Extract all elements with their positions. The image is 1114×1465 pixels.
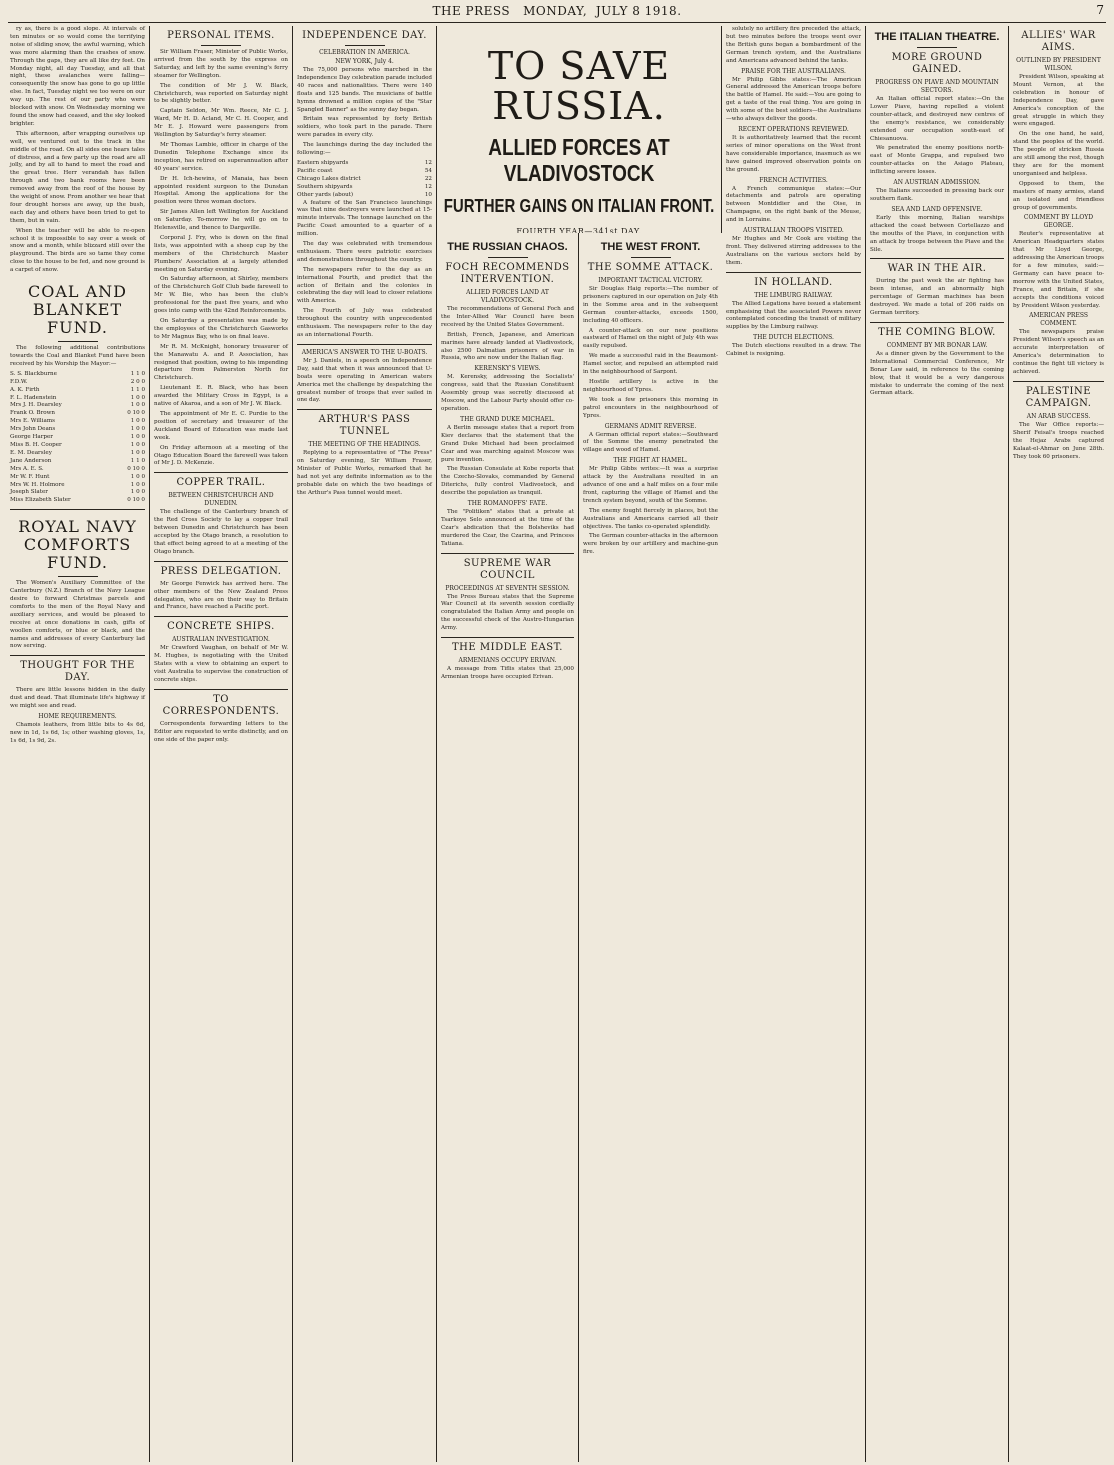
article-text: On Saturday a presentation was made by the employees of the Christchurch Gasworks to Mr Magnus Bay, who is on final leave.: [154, 318, 288, 340]
article-text: The Allied Legations have issued a statement emphasising that the associated Powers never contemplated conceding the transit of military supplies by the Limburg railway.: [726, 300, 861, 331]
subheading: AMERICAN PRESS COMMENT.: [1029, 312, 1088, 328]
subheading: AN ARAB SUCCESS.: [1026, 412, 1091, 420]
column-2: [149, 26, 292, 1462]
headline-independence-day: INDEPENDENCE DAY.: [302, 30, 427, 41]
article-text: A feature of the San Francisco launchings was that nine destroyers were launched at 15-minute intervals. The tonnage launched on the Pacific Coast amounted to a quarter of a million.: [297, 199, 432, 238]
column-1: [6, 26, 149, 1462]
article-text: There are little lessons hidden in the daily dust and dead. That illuminate life's highway if we might see and read.: [10, 687, 145, 710]
subheading: BETWEEN CHRISTCHURCH AND DUNEDIN.: [168, 492, 274, 508]
list-item: Eastern shipyards 12: [297, 159, 432, 166]
article-text: President Wilson, speaking at Mount Vernon, at the celebration in honour of Independence Day, gave America's conception of the great struggle in which they were engaged.: [1013, 74, 1104, 128]
headline-russian-chaos: THE RUSSIAN CHAOS.: [447, 241, 568, 253]
divider: [58, 341, 98, 342]
divider: [297, 409, 432, 410]
headline-correspondents: TO CORRESPONDENTS.: [162, 693, 280, 717]
article-text: Correspondents forwarding letters to the Editor are requested to write distinctly, and on one side of the paper only.: [154, 720, 288, 743]
subheading: GERMANS ADMIT REVERSE.: [604, 422, 697, 430]
subheading: IMPORTANT TACTICAL VICTORY.: [598, 277, 703, 284]
page-number: 7: [1096, 3, 1104, 17]
divider: [870, 322, 1004, 323]
column-3: [292, 26, 436, 1462]
divider: [297, 344, 432, 345]
list-item: Miss B. H. Cooper 1 0 0: [10, 441, 145, 448]
subheading: THE LIMBURG RAILWAY.: [754, 291, 833, 299]
paper-name: THE PRESS: [432, 4, 511, 18]
article-text: British, French, Japanese, and American marines have already landed at Vladivostock, also 2500 Dalmatian prisoners of war in Russia, who are now under the Italian flag.: [441, 331, 574, 362]
list-item: S. S. Blackburne 1 1 0: [10, 370, 145, 377]
article-text: The Russian Consulate at Kobe reports that the Czecho-Slovaks, commanded by General Diterichs, fully control Vladivostock, and describe the population as tranquil.: [441, 466, 574, 497]
article-text: This afternoon, after wrapping ourselves up well, we ventured out to the track in the middle of the road. On all sides one hears tales of distress, and a few party up the road are all jolly, and by all to hand to meet the road and the great tree. Herr verandah has fallen through and two bank rooms have been removed away from the roof of the house by the weight of snow. From another we hear that four drought horses are away, up the bush, each day and others have been tried to get to them, but in vain.: [10, 130, 145, 224]
divider: [154, 616, 288, 617]
article-text: Sir James Allen left Wellington for Auckland on Saturday. To-morrow he will go on to Helensville, and thence to Dargaville.: [154, 209, 288, 232]
column-4: [436, 26, 578, 1462]
article-text: Opposed to them, the masters of many armies, stand an isolated and friendless group of governments.: [1013, 180, 1104, 211]
headline-arthurs-pass: ARTHUR'S PASS TUNNEL: [318, 414, 411, 438]
article-text: solutely no artillery fire preceded the attack, but two minutes before the troops went over the British guns began a bombardment of the German trench system, and the Australians and Americans advanced behind the tanks.: [726, 26, 861, 64]
article-text: The launchings during the day included the following:—: [297, 142, 432, 157]
subheading: COMMENT BY LLOYD GEORGE.: [1023, 214, 1094, 230]
headline-west-front: THE WEST FRONT.: [600, 241, 701, 253]
issue-date: JULY 8 1918.: [595, 4, 682, 18]
article-text: The challenge of the Canterbury branch of the Red Cross Society to lay a copper trail between Dunedin and Christchurch has been accepted by the Otago branch, a resolution to that effect being agreed to at a meeting of the Otago branch.: [154, 509, 288, 555]
subheading: FRENCH ACTIVITIES.: [759, 176, 828, 184]
divider: [726, 272, 861, 273]
column-7: [865, 26, 1008, 1462]
article-text: Mr Philip Gibbs states:—The American General addressed the American troops before the battle of Hamel. He said:—You are going to get a taste of the real thing. You are going in with some of the best soldiers—the Australians—who always deliver the goods.: [726, 76, 861, 123]
column-6: [722, 26, 865, 1462]
subheading: PROGRESS ON PIAVE AND MOUNTAIN SECTORS.: [875, 79, 999, 94]
list-item: Mrs John Deans 1 0 0: [10, 426, 145, 433]
divider: [154, 561, 288, 562]
article-text: The condition of Mr J. W. Black, Christchurch, was reported on Saturday night to be slightly better.: [154, 82, 288, 105]
article-text: The enemy fought fiercely in places, but the Australians and Americans carried all their objectives. The tanks co-operated splendidly.: [583, 507, 718, 530]
lead-subtitle-3: FOURTH YEAR—341st DAY.: [516, 227, 642, 233]
subheading: THE ROMANOFFS' FATE.: [467, 500, 548, 508]
divider: [870, 258, 1004, 259]
subheading: HOME REQUIREMENTS.: [38, 713, 117, 721]
divider: [441, 637, 574, 638]
article-text: The Italians succeeded in pressing back our southern flank.: [870, 188, 1004, 202]
headline-coal-fund: COAL AND BLANKET FUND.: [27, 282, 127, 338]
headline-palestine: PALESTINE CAMPAIGN.: [1025, 385, 1092, 409]
subheading: SEA AND LAND OFFENSIVE.: [891, 205, 983, 213]
article-text: The War Office reports:—Sherif Feisal's troops reached the Hejaz Arabs captured Kalaat-el-Ahmar on June 28th. They took 60 prisoners.: [1013, 421, 1104, 460]
column-5: [578, 26, 722, 1462]
article-text: Britain was represented by forty British soldiers, who took part in the parade. There were parades in every city.: [297, 116, 432, 139]
list-item: Chicago Lakes district 22: [297, 175, 432, 182]
subheading: AN AUSTRIAN ADMISSION.: [893, 179, 981, 187]
column-8: [1008, 26, 1108, 1462]
divider: [1013, 381, 1104, 382]
list-item: Other yards (about) 10: [297, 191, 432, 198]
article-text: M. Kerensky, addressing the Socialists' congress, said that the Russian Constituent Assembly group was secretly discussed at Moscow, and the Labour Party should offer co-operation.: [441, 374, 574, 412]
subheading: PROCEEDINGS AT SEVENTH SESSION.: [445, 584, 570, 592]
divider: [154, 472, 288, 473]
article-text: The day was celebrated with tremendous enthusiasm. There were patriotic exercises and demonstrations throughout the country.: [297, 241, 432, 263]
article-text: Early this morning, Italian warships attacked the coast between Cortellazzo and the mouths of the Piave, in conjunction with an attack by troops between the Piave and the Sile.: [870, 214, 1004, 253]
divider: [10, 509, 145, 510]
list-item: Joseph Slater 1 0 0: [10, 489, 145, 496]
article-text: It is authoritatively learned that the recent series of minor operations on the West front have considerable importance, inasmuch as we have gained improved observation points on the ground.: [726, 134, 861, 173]
article-text: During the past week the air fighting has been intense, and an abnormally high percentage of German machines has been destroyed. We made a total of 206 raids on German territory.: [870, 278, 1004, 317]
subheading: AUSTRALIAN TROOPS VISITED.: [743, 227, 844, 235]
issue-day: MONDAY,: [523, 4, 588, 18]
divider: [441, 553, 574, 554]
subheading: THE MEETING OF THE HEADINGS.: [308, 441, 421, 449]
lead-subtitle: ALLIED FORCES AT VLADIVOSTOCK: [488, 135, 670, 188]
headline-middle-east: THE MIDDLE EAST.: [452, 642, 563, 654]
divider: [154, 689, 288, 690]
headline-press-delegation: PRESS DELEGATION.: [160, 565, 282, 577]
article-text: A German official report states:—Southward of the Somme the enemy penetrated the village and wood of Hamel.: [583, 431, 718, 454]
article-text: The following additional contributions towards the Coal and Blanket Fund have been received by his Worship the Mayor:—: [10, 345, 145, 367]
list-item: Jane Anderson 1 1 0: [10, 457, 145, 464]
subheading: OUTLINED BY PRESIDENT WILSON.: [1016, 57, 1101, 72]
article-text: We penetrated the enemy positions north-east of Monte Grappa, and repulsed two counter-attacks on the Asiago Plateau, inflicting severe losses.: [870, 145, 1004, 176]
subheading: PRAISE FOR THE AUSTRALIANS.: [741, 67, 846, 75]
article-text: The Fourth of July was celebrated throughout the country with unprecedented enthusiasm. The newspapers refer to the day as an international Fourth.: [297, 308, 432, 338]
article-text: The Press Bureau states that the Supreme War Council at its seventh session cordially congratulated the Italian Army and people on the successful check of the Austro-Hungarian Army.: [441, 593, 574, 632]
article-text: On Friday afternoon at a meeting of the Otago Education Board the farewell was taken of Mr J. D. McKenzie.: [154, 444, 288, 467]
headline-somme: THE SOMME ATTACK.: [587, 262, 714, 273]
article-text: ry as, there is a good slope. At intervals of ten minutes or so would come the terrifying noise of sliding snow, the awful warning, which was more alarming than the crashes of snow. Through the gaps, they are all like dry feet. On Monday night, all day Tuesday, and all that night, these avalanches were falling—consequently the snow has gone to go up little else. In fact, Tuesday night we too were on our way up. The rest of our party who were blocked with snow. On Wednesday morning we found the snow had ceased, and the sky looked brighter.: [10, 26, 145, 127]
headline-war-in-air: WAR IN THE AIR.: [887, 263, 987, 275]
article-text: On Saturday afternoon, at Shirley, members of the Christchurch Golf Club bade farewell to Mr W. Bie, who has been the club's professional for the past five years, and who goes into camp with the 42nd Reinforcements.: [154, 276, 288, 315]
headline-war-aims: ALLIES' WAR AIMS.: [1021, 30, 1096, 53]
headline-copper-trail: COPPER TRAIL.: [176, 477, 266, 489]
article-text: Hostile artillery is active in the neighbourhood of Ypres.: [583, 378, 718, 393]
dateline: NEW YORK, July 4.: [335, 58, 394, 65]
subheading: AUSTRALIAN INVESTIGATION.: [172, 636, 270, 644]
lead-title: TO SAVE RUSSIA.: [487, 44, 671, 128]
article-text: A French communique states:—Our detachments and patrols are operating between Montdidier and the Oise, in Champagne, on the right bank of the Meuse, and in Lorraine.: [726, 185, 861, 224]
list-item: Mrs E. Williams 1 0 0: [10, 418, 145, 425]
divider: [201, 45, 241, 46]
article-text: On the one hand, he said, stand the peoples of the world. The people of stricken Russia are still among the rest, though they are for the moment unorganised and helpless.: [1013, 131, 1104, 177]
headline-ground-gained: MORE GROUND GAINED.: [891, 52, 983, 75]
article-text: As a dinner given by the Government to the International Commercial Conference, Mr Bonar Law said, in reference to the coming blow, that it would be a very dangerous mistake to underrate the coming of the next German attack.: [870, 350, 1004, 397]
list-item: Frank O. Brown 0 10 0: [10, 410, 145, 417]
article-text: Mr Thomas Lambie, officer in charge of the Dunedin Telephone Exchange since its inception, has retired on superannuation after 40 years' service.: [154, 141, 288, 172]
list-item: Mrs J. H. Dearsley 1 0 0: [10, 402, 145, 409]
headline-foch: FOCH RECOMMENDS INTERVENTION.: [445, 262, 570, 285]
divider: [10, 655, 145, 656]
list-item: Pacific coast 54: [297, 167, 432, 174]
headline-personal-items: PERSONAL ITEMS.: [167, 30, 275, 41]
subheading: CELEBRATION IN AMERICA.: [319, 49, 410, 56]
contributions-list: [10, 371, 145, 505]
article-text: Sir Douglas Haig reports:—The number of prisoners captured in our operation on July 4th in the Somme area and in the subsequent German counter-attacks, exceeds 1500, including 40 officers.: [583, 286, 718, 324]
article-text: Chamois leathers, from little bits to 4s 6d, new in 1d, 1s 6d, 1s; other washing gloves, 1s, 1s 6d, 1s 9d, 2s.: [10, 722, 145, 744]
masthead: [8, 0, 1106, 23]
headline-war-council: SUPREME WAR COUNCIL: [463, 557, 552, 581]
list-item: George Harper 1 0 0: [10, 434, 145, 441]
list-item: Mrs A. E. S. 0 10 0: [10, 465, 145, 472]
headline-navy-fund: ROYAL NAVY COMFORTS FUND.: [18, 517, 137, 573]
headline-coming-blow: THE COMING BLOW.: [878, 326, 996, 338]
list-item: E. M. Dearsley 1 0 0: [10, 449, 145, 456]
article-text: We took a few prisoners this morning in patrol encounters in the neighbourhood of Ypres.: [583, 396, 718, 419]
divider: [917, 47, 957, 48]
subheading: ALLIED FORCES LAND AT VLADIVOSTOCK.: [466, 289, 549, 304]
list-item: Mrs W. H. Holmore 1 0 0: [10, 481, 145, 488]
article-text: Sir William Fraser, Minister of Public Works, arrived from the south by the express on Saturday, and left by the same evening's ferry steamer for Wellington.: [154, 49, 288, 79]
article-text: Mr Crawford Vaughan, on behalf of Mr W. M. Hughes, is negotiating with the United States with a view to obtaining an expert to visit Australia to supervise the construction of concrete ships.: [154, 645, 288, 683]
subheading: RECENT OPERATIONS REVIEWED.: [738, 125, 849, 133]
subheading: COMMENT BY MR BONAR LAW.: [886, 341, 988, 349]
headline-concrete-ships: CONCRETE SHIPS.: [167, 621, 275, 633]
article-text: Mr Hughes and Mr Cook are visiting the front. They delivered stirring addresses to the Australians on the various sectors held by them.: [726, 236, 861, 266]
list-item: Southern shipyards 12: [297, 183, 432, 190]
article-text: An Italian official report states:—On the Lower Piave, having repelled a violent counter-attack, and destroyed new centres of the enemy's resistance, we considerably extended our occupation south-east of Chiesanuova.: [870, 96, 1004, 142]
article-text: Mr R. M. McKnight, honorary treasurer of the Manawatu A. and P. Association, has resigned that position, owing to his impending departure from Palmerston North for Christchurch.: [154, 343, 288, 382]
article-text: The "Politiken" states that a private at Tsarkoye Selo announced at the time of the Czar's abdication that the Bolsheviks had murdered the Czar, the Czarina, and Princess Tatiana.: [441, 509, 574, 547]
launch-list: [297, 160, 432, 200]
subheading: THE DUTCH ELECTIONS.: [753, 334, 834, 342]
article-text: The Dutch elections resulted in a draw. The Cabinet is resigning.: [726, 343, 861, 358]
article-text: The recommendations of General Foch and the Inter-Allied War Council have been received by the United States Government.: [441, 306, 574, 328]
article-text: Mr George Fenwick has arrived here. The other members of the New Zealand Press delegation, who are on their way to Britain and France, have reached a Pacific port.: [154, 580, 288, 611]
article-text: We made a successful raid in the Beaumont-Hamel sector, and repulsed an attempted raid in the neighbourhood of Sarpont.: [583, 353, 718, 376]
article-text: Lieutenant E. R. Black, who has been awarded the Military Cross in Egypt, is a native of Akaroa, and a son of Mr J. W. Black.: [154, 385, 288, 408]
article-text: The newspapers refer to the day as an international Fourth, and predict that the action of Britain and the colonies in celebrating the day will lead to closer relations with America.: [297, 266, 432, 305]
article-text: The German counter-attacks in the afternoon were broken by our artillery and machine-gun fire.: [583, 533, 718, 556]
headline-italian-theatre: THE ITALIAN THEATRE.: [874, 31, 1000, 43]
article-text: A message from Tiflis states that 25,000 Armenian troops have occupied Erivan.: [441, 666, 574, 680]
divider: [345, 45, 385, 46]
divider: [631, 257, 671, 258]
article-text: The 75,000 persons who marched in the Independence Day celebration parade included 40 races and nationalities. There were 140 floats and 125 bands. The musicians of battle hymns drowned a million copies of the "Star Spangled Banner" as the sunny day began.: [297, 67, 432, 113]
article-text: Replying to a representative of "The Press" on Saturday evening, Sir William Fraser, Minister of Public Works, remarked that he had not yet any definite information as to the probable date on which the two headings of the Arthur's Pass tunnel would meet.: [297, 450, 432, 496]
article-text: A counter-attack on our new positions eastward of Hamel on the night of July 4th was easily repulsed.: [583, 327, 718, 350]
article-text: The Women's Auxiliary Committee of the Canterbury (N.Z.) Branch of the Navy League desire to forward Christmas parcels and comforts to the men of the Royal Navy and auxiliary services, and would be pleased to receive at once donations in cash, gifts of woollen comforts, or blue or black, and the names and addresses of every Canterbury lad now serving.: [10, 580, 145, 650]
article-text: Reuter's representative at American Headquarters states that Mr Lloyd George, addressing the American troops for a few minutes, said:—Germany can have peace to-morrow with the United States, France, and Britain, if she accepts the conditions voiced by President Wilson yesterday.: [1013, 231, 1104, 309]
list-item: F. L. Hadenstein 1 0 0: [10, 394, 145, 401]
article-text: A Berlin message states that a report from Kiev declares that the statement that the Grand Duke Michael had been proclaimed Czar and was marching against Moscow was pure invention.: [441, 424, 574, 463]
list-item: F.D.W. 2 0 0: [10, 378, 145, 385]
article-text: Corporal J. Fry, who is down on the final lists, was appointed with a sheep cup by the members of the Christchurch Master Plumbers' Association at a largely attended meeting on Saturday evening.: [154, 234, 288, 273]
article-text: Mr J. Daniels, in a speech on Independence Day, said that when it was announced that U-boats were operating in American waters America met the challenge by despatching the greatest number of troops that ever sailed in one day.: [297, 357, 432, 404]
headline-thought: THOUGHT FOR THE DAY.: [20, 660, 135, 684]
article-text: Mr Philip Gibbs writes:—It was a surprise attack by the Australians resulted in an advance of one and a half miles on a four mile front, capturing the village of Hamel and the trench system beyond, south of the Somme.: [583, 466, 718, 504]
article-text: When the teacher will be able to re-open school it is impossible to say over a week of snow and a month, while blizzard still over the playground. The birds are so tame they come close to the house to be fed, and now ground is a carpet of snow.: [10, 227, 145, 274]
divider: [58, 576, 98, 577]
subheading: KERENSKY'S VIEWS.: [474, 365, 541, 373]
article-text: The appointment of Mr E. C. Purdie to the position of secretary and treasurer of the Auckland Board of Education was made last week.: [154, 410, 288, 441]
subheading: THE GRAND DUKE MICHAEL.: [460, 415, 555, 423]
article-text: Dr H. Ich-hewins, of Manaia, has been appointed resident surgeon to the Dunstan Hospital. Among the applications for the position were three woman doctors.: [154, 175, 288, 206]
subheading: THE FIGHT AT HAMEL.: [613, 457, 688, 465]
headline-uboats: AMERICA'S ANSWER TO THE U-BOATS.: [301, 348, 428, 356]
subheading: ARMENIANS OCCUPY ERIVAN.: [458, 657, 557, 665]
divider: [488, 257, 528, 258]
list-item: Miss Elizabeth Slater 0 10 0: [10, 497, 145, 504]
headline-holland: IN HOLLAND.: [754, 276, 833, 288]
article-text: The newspapers praise President Wilson's speech as an accurate interpretation of America's determination to continue the fight till victory is achieved.: [1013, 329, 1104, 375]
lead-headline-block: [436, 26, 722, 233]
list-item: A. K. Firth 1 1 0: [10, 386, 145, 393]
article-text: Captain Seldon, Mr Wm. Reece, Mr C. J. Ward, Mr H. D. Acland, Mr C. H. Cooper, and Mr E. J. Howard were passengers from Wellington by Saturday's ferry steamer.: [154, 108, 288, 139]
lead-subtitle-2: FURTHER GAINS ON ITALIAN FRONT.: [443, 196, 715, 217]
list-item: Mr W. F. Hunt 1 0 0: [10, 473, 145, 480]
